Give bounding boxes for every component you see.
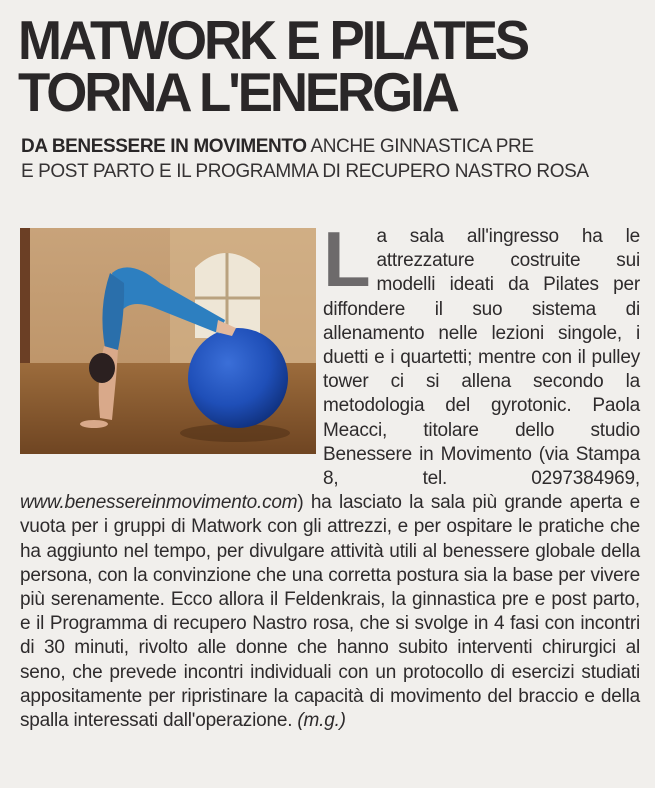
author-signature: (m.g.) <box>297 710 346 732</box>
headline-line-2: TORNA L'ENERGIA <box>18 61 457 123</box>
drop-cap: L <box>323 215 371 303</box>
subheadline-kicker: DA BENESSERE IN MOVIMENTO <box>21 136 307 157</box>
subheadline-text-1: ANCHE GINNASTICA PRE <box>306 136 534 157</box>
article-text-2: ) ha lasciato la sala più grande aperta e vuota per i gruppi di Matwork con gli attrezzi, e per ospitare le pratiche che ha aggiunto nel tempo, per divulgare attività utili al benessere globale della persona, con la convinzione che una corretta postura sia la base per vivere più serenamente. Ecco allora il Feldenkrais, la ginnastica pre e post parto, e il Programma di recupero Nastro rosa, che si svolge in 4 fasi con incontri di 30 minuti, rivolto alle donne che hanno subito interventi chirurgici al seno, che prevede incontri individuali con un protocollo di esercizi studiati appositamente per ripristinare la capacità di movimento del braccio e della spalla interessati dall'operazione. <box>20 492 640 732</box>
photo-text-wrap <box>20 225 323 490</box>
headline <box>18 9 623 123</box>
headline-line-1: MATWORK E PILATES <box>18 9 527 71</box>
website-link[interactable]: www.benessereinmovimento.com <box>20 492 298 514</box>
subheadline-text-2: E POST PARTO E IL PROGRAMMA DI RECUPERO NASTRO ROSA <box>21 161 589 182</box>
article-text-1: a sala all'ingresso ha le attrezzature costruite sui modelli ideati da Pilates per diffondere il suo sistema di allenamento nelle lezioni singole, i duetti e i quartetti; mentre con il pulley tower ci si allena secondo la metodologia del gyrotonic. Paola Meacci, titolare dello studio Benessere in Movimento (via Stampa 8, tel. 0297384969, <box>323 226 640 490</box>
article-body <box>20 215 640 733</box>
subheadline <box>21 134 631 184</box>
